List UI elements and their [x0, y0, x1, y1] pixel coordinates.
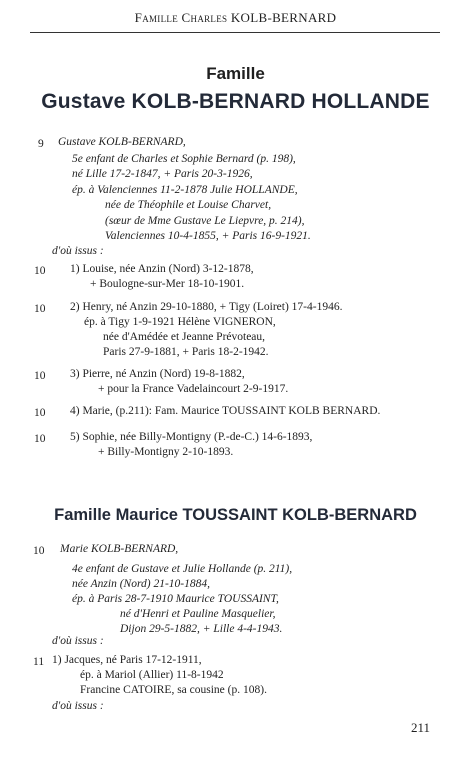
- detail-line: née Anzin (Nord) 21-10-1884,: [72, 578, 210, 590]
- issue-label: d'où issus :: [52, 700, 104, 712]
- child-entry: [70, 367, 288, 397]
- section2-heading: Famille Maurice TOUSSAINT KOLB-BERNARD: [54, 506, 417, 524]
- child-line: ép. à Tigy 1-9-1921 Hélène VIGNERON,: [84, 316, 276, 328]
- child-line: 2) Henry, né Anzin 29-10-1880, + Tigy (Loiret) 17-4-1946.: [70, 301, 343, 313]
- child-gen-number: 11: [33, 656, 45, 668]
- child-line: 1) Jacques, né Paris 17-12-1911,: [52, 654, 202, 666]
- child-line: 1) Louise, née Anzin (Nord) 3-12-1878,: [70, 263, 254, 275]
- child-gen-number: 10: [34, 433, 46, 445]
- header-rule: [30, 32, 440, 33]
- child-line: 4) Marie, (p.211): Fam. Maurice TOUSSAINT KOLB BERNARD.: [70, 405, 381, 417]
- child-line: ép. à Mariol (Allier) 11-8-1942: [80, 669, 224, 681]
- detail-line: Dijon 29-5-1882, + Lille 4-4-1943.: [120, 623, 283, 635]
- child-line: 5) Sophie, née Billy-Montigny (P.-de-C.) 14-6-1893,: [70, 431, 313, 443]
- running-head: Famille Charles KOLB-BERNARD: [134, 10, 337, 25]
- child-line: 3) Pierre, né Anzin (Nord) 19-8-1882,: [70, 368, 245, 380]
- section1-heading-name: Gustave KOLB-BERNARD HOLLANDE: [41, 90, 430, 113]
- detail-line: (sœur de Mme Gustave Le Liepvre, p. 214),: [105, 214, 305, 227]
- page-number: 211: [411, 720, 431, 735]
- detail-line: ép. à Valenciennes 11-2-1878 Julie HOLLANDE,: [72, 183, 298, 196]
- child-line: + pour la France Vadelaincourt 2-9-1917.: [98, 383, 289, 395]
- detail-line: Valenciennes 10-4-1855, + Paris 16-9-1921.: [105, 230, 311, 243]
- child-gen-number: 10: [34, 407, 46, 419]
- section1-entry-details: [72, 152, 311, 244]
- detail-line: 5e enfant de Charles et Sophie Bernard (p. 198),: [72, 153, 296, 165]
- child-entry: [70, 430, 312, 460]
- child-gen-number: 10: [34, 303, 46, 315]
- detail-line: 4e enfant de Gustave et Julie Hollande (p. 211),: [72, 563, 293, 575]
- child-entry: [70, 300, 342, 360]
- detail-line: né d'Henri et Pauline Masquelier,: [120, 608, 276, 620]
- child-entry: [70, 404, 380, 419]
- child-gen-number: 10: [34, 370, 46, 382]
- section1-heading-word: Famille: [206, 64, 265, 83]
- entry-number-9: 9: [38, 138, 44, 150]
- detail-line: né Lille 17-2-1847, + Paris 20-3-1926,: [72, 168, 253, 181]
- entry-number-10: 10: [33, 545, 45, 557]
- issue-label: d'où issus :: [52, 245, 104, 257]
- child-entry: [52, 653, 267, 698]
- child-line: Francine CATOIRE, sa cousine (p. 108).: [80, 684, 267, 696]
- section2-entry-details: [72, 562, 292, 637]
- entry-name-gustave: Gustave KOLB-BERNARD,: [58, 136, 186, 148]
- issue-label: d'où issus :: [52, 635, 104, 647]
- detail-line: née de Théophile et Louise Charvet,: [105, 199, 272, 212]
- child-gen-number: 10: [34, 265, 46, 277]
- child-line: née d'Amédée et Jeanne Prévoteau,: [103, 331, 266, 343]
- child-entry: [70, 262, 254, 292]
- detail-line: ép. à Paris 28-7-1910 Maurice TOUSSAINT,: [72, 593, 279, 605]
- entry-name-marie: Marie KOLB-BERNARD,: [60, 543, 179, 555]
- child-line: + Billy-Montigny 2-10-1893.: [98, 446, 234, 458]
- child-line: + Boulogne-sur-Mer 18-10-1901.: [90, 278, 245, 290]
- child-line: Paris 27-9-1881, + Paris 18-2-1942.: [103, 346, 269, 358]
